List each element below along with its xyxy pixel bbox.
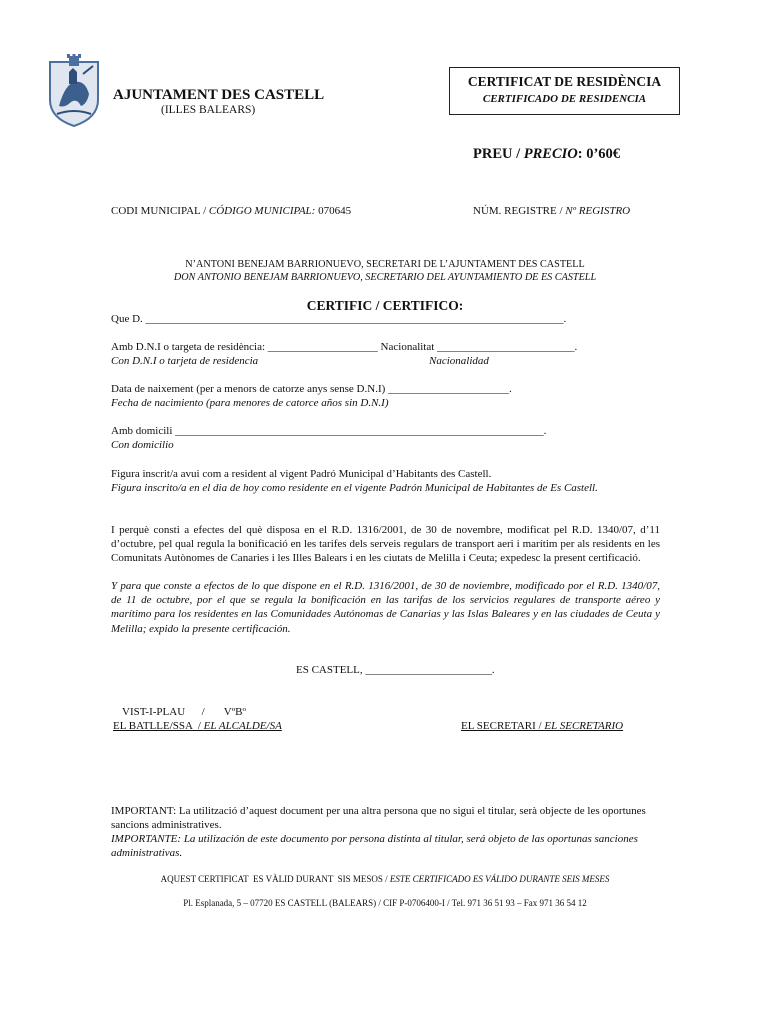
padro-text-es: Figura inscrito/a en el dia de hoy como residente en el vigente Padrón Municipal de Habitantes de Es Castell. [111, 482, 598, 494]
notice-es: IMPORTANTE: La utilización de este documento por persona distinta al titular, será objeto de las oportunas sanciones administrativas. [111, 833, 638, 860]
notice-ca: IMPORTANT: La utilització d’aquest document per una altra persona que no sigui el titular, serà objecte de les oportunes sancions administratives. [111, 805, 646, 832]
padro-text-ca: Figura inscrit/a avui com a resident al vigent Padró Municipal d’Habitants des Castell. [111, 468, 492, 480]
secretary-label-es: EL SECRETARIO [544, 720, 624, 732]
secretary-label-ca: EL SECRETARI / [461, 720, 545, 732]
price-value: : 0’60€ [577, 146, 621, 162]
validity-note [0, 874, 770, 884]
registry-label-ca: NÚM. REGISTRE / [473, 205, 563, 217]
municipal-code-value: 070645 [318, 205, 352, 217]
mayor-signature [113, 720, 282, 732]
visto-bueno: VIST-I-PLAU / VºBº [122, 706, 246, 718]
registry-label-es: Nº REGISTRO [565, 205, 631, 217]
certificate-subtitle: CERTIFICADO DE RESIDENCIA [482, 93, 647, 105]
org-name: AJUNTAMENT DES CASTELL [113, 87, 325, 103]
certific-heading: CERTIFIC / CERTIFICO: [306, 298, 464, 313]
address-label-es: Con domicilio [111, 439, 174, 451]
price-label-ca: PREU / [473, 146, 521, 162]
mayor-label-ca: EL BATLLE/SSA / [113, 720, 204, 732]
purpose-text-es: Y para que conste a efectos de lo que dispone en el R.D. 1316/2001, de 30 de noviembre, modificado por el R.D. 1340/07, de 11 de octubre, por el que se regula la bonificación en las tarifas de los servicios regulares de transporte aéreo y marítimo para los residentes en las Comunidades Autónomas de Canarias y las Islas Baleares y en las ciudades de Ceuta y Melilla; expido la presente certificación. [111, 580, 660, 635]
dni-label-es: Con D.N.I o tarjeta de residencia [111, 355, 259, 367]
secretary-signature [461, 720, 623, 732]
price-label-es: PRECIO [523, 146, 578, 162]
purpose-text-ca: I perquè consti a efectes del què disposa en el R.D. 1316/2001, de 30 de novembre, modificat pel R.D. 1340/07, d’11 d’octubre, pel qual regula la bonificació en les tarifes dels serveis regulars de transport aeri i marítim per als residents en les Comunitats Autònomes de Canaries i les Illes Balears i en les ciutats de Melilla i Ceuta; expedesc la present certificació. [111, 524, 660, 565]
secretary-line-ca: N’ANTONI BENEJAM BARRIONUEVO, SECRETARI DE L’AJUNTAMENT DES CASTELL [185, 259, 585, 270]
secretary-line-es: DON ANTONIO BENEJAM BARRIONUEVO, SECRETARIO DEL AYUNTAMIENTO DE ES CASTELL [173, 272, 597, 283]
birth-date-label-es: Fecha de nacimiento (para menores de catorce años sin D.N.I) [111, 397, 389, 409]
coat-of-arms-icon [47, 54, 101, 128]
nationality-label-es: Nacionalidad [429, 355, 489, 367]
municipal-code [111, 205, 351, 217]
price [473, 146, 620, 163]
org-region: (ILLES BALEARS) [161, 104, 256, 116]
place-date: ES CASTELL, _______________________. [296, 664, 495, 676]
mayor-label-es: EL ALCALDE/SA [203, 720, 282, 732]
address-field: Amb domicili ___________________________________________________________________. [111, 425, 547, 437]
municipal-code-label-es: CÓDIGO MUNICIPAL: [208, 205, 316, 217]
dni-field: Amb D.N.I o targeta de residència: ____________________ Nacionalitat _________________________. [111, 341, 578, 353]
validity-es: ESTE CERTIFICADO ES VÁLIDO DURANTE SEIS MESES [389, 874, 610, 884]
municipal-code-label-ca: CODI MUNICIPAL / [111, 205, 207, 217]
certificate-title: CERTIFICAT DE RESIDÈNCIA [467, 74, 662, 89]
birth-date-field: Data de naixement (per a menors de catorze anys sense D.N.I) ______________________. [111, 383, 512, 395]
validity-ca: AQUEST CERTIFICAT ES VÀLID DURANT SIS MESOS / [160, 874, 390, 884]
que-field: Que D. ____________________________________________________________________________. [111, 313, 567, 325]
certificate-title-box [449, 67, 680, 115]
registry-number [473, 205, 630, 217]
footer-address: Pl. Esplanada, 5 – 07720 ES CASTELL (BALEARS) / CIF P-0706400-I / Tel. 971 36 51 93 – Fax 971 36 54 12 [183, 898, 587, 908]
